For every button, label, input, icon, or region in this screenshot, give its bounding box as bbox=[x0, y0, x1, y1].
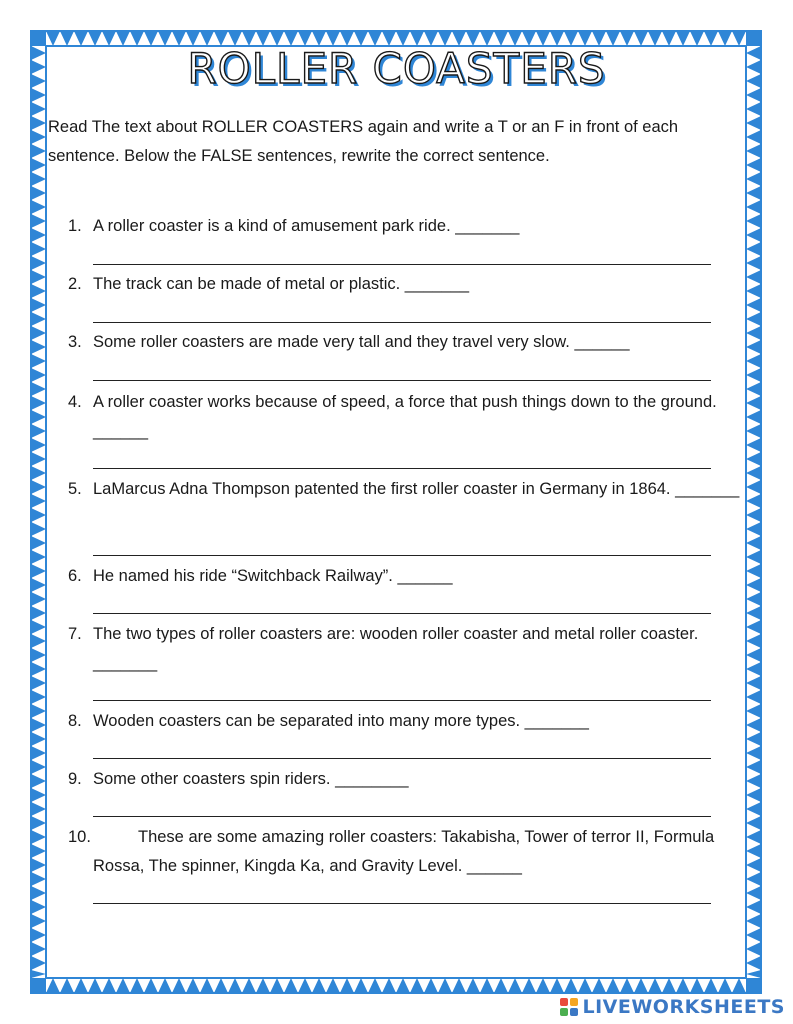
item-text: The two types of roller coasters are: wooden roller coaster and metal roller coaster. _______ bbox=[93, 625, 699, 672]
instructions-text: Read The text about ROLLER COASTERS again and write a T or an F in front of each sentence. Below the FALSE sentences, rewrite the correct sentence. bbox=[48, 118, 679, 165]
answer-line[interactable] bbox=[93, 264, 711, 265]
watermark-text: LIVEWORKSHEETS bbox=[582, 996, 785, 1018]
answer-line[interactable] bbox=[93, 555, 711, 556]
list-item bbox=[68, 765, 748, 794]
list-item bbox=[68, 620, 748, 678]
item-text: A roller coaster is a kind of amusement park ride. _______ bbox=[93, 217, 520, 235]
list-item bbox=[68, 328, 748, 357]
item-text: Some other coasters spin riders. ________ bbox=[93, 770, 409, 788]
item-number: 7. bbox=[68, 625, 82, 643]
answer-line[interactable] bbox=[93, 903, 711, 904]
item-text: The track can be made of metal or plastic. _______ bbox=[93, 275, 470, 293]
item-number: 1. bbox=[68, 217, 82, 235]
list-item bbox=[68, 270, 748, 299]
list-item bbox=[68, 212, 748, 241]
item-text: Wooden coasters can be separated into many more types. _______ bbox=[93, 712, 589, 730]
item-number: 8. bbox=[68, 712, 82, 730]
item-text: These are some amazing roller coasters: Takabisha, Tower of terror II, Formula Rossa, The spinner, Kingda Ka, and Gravity Level. ______ bbox=[93, 828, 715, 875]
item-number: 10. bbox=[68, 828, 91, 846]
item-text: Some roller coasters are made very tall and they travel very slow. ______ bbox=[93, 333, 630, 351]
list-item bbox=[68, 823, 748, 881]
answer-line[interactable] bbox=[93, 816, 711, 817]
answer-line[interactable] bbox=[93, 322, 711, 323]
answer-line[interactable] bbox=[93, 380, 711, 381]
liveworksheets-logo-icon bbox=[560, 998, 578, 1016]
item-number: 5. bbox=[68, 480, 82, 498]
item-number: 2. bbox=[68, 275, 82, 293]
list-item bbox=[68, 388, 758, 446]
list-item bbox=[68, 707, 748, 736]
item-number: 9. bbox=[68, 770, 82, 788]
answer-line[interactable] bbox=[93, 613, 711, 614]
page-title: ROLLER COASTERS bbox=[187, 44, 606, 93]
item-text: He named his ride “Switchback Railway”. ______ bbox=[93, 567, 453, 585]
list-item bbox=[68, 562, 748, 591]
answer-line[interactable] bbox=[93, 758, 711, 759]
list-item bbox=[68, 475, 748, 504]
item-number: 6. bbox=[68, 567, 82, 585]
answer-line[interactable] bbox=[93, 468, 711, 469]
item-number: 3. bbox=[68, 333, 82, 351]
watermark bbox=[560, 994, 785, 1020]
item-text: A roller coaster works because of speed, a force that push things down to the ground. ______ bbox=[93, 393, 717, 440]
answer-line[interactable] bbox=[93, 700, 711, 701]
item-text: LaMarcus Adna Thompson patented the first roller coaster in Germany in 1864. _______ bbox=[93, 480, 740, 498]
item-number: 4. bbox=[68, 393, 82, 411]
